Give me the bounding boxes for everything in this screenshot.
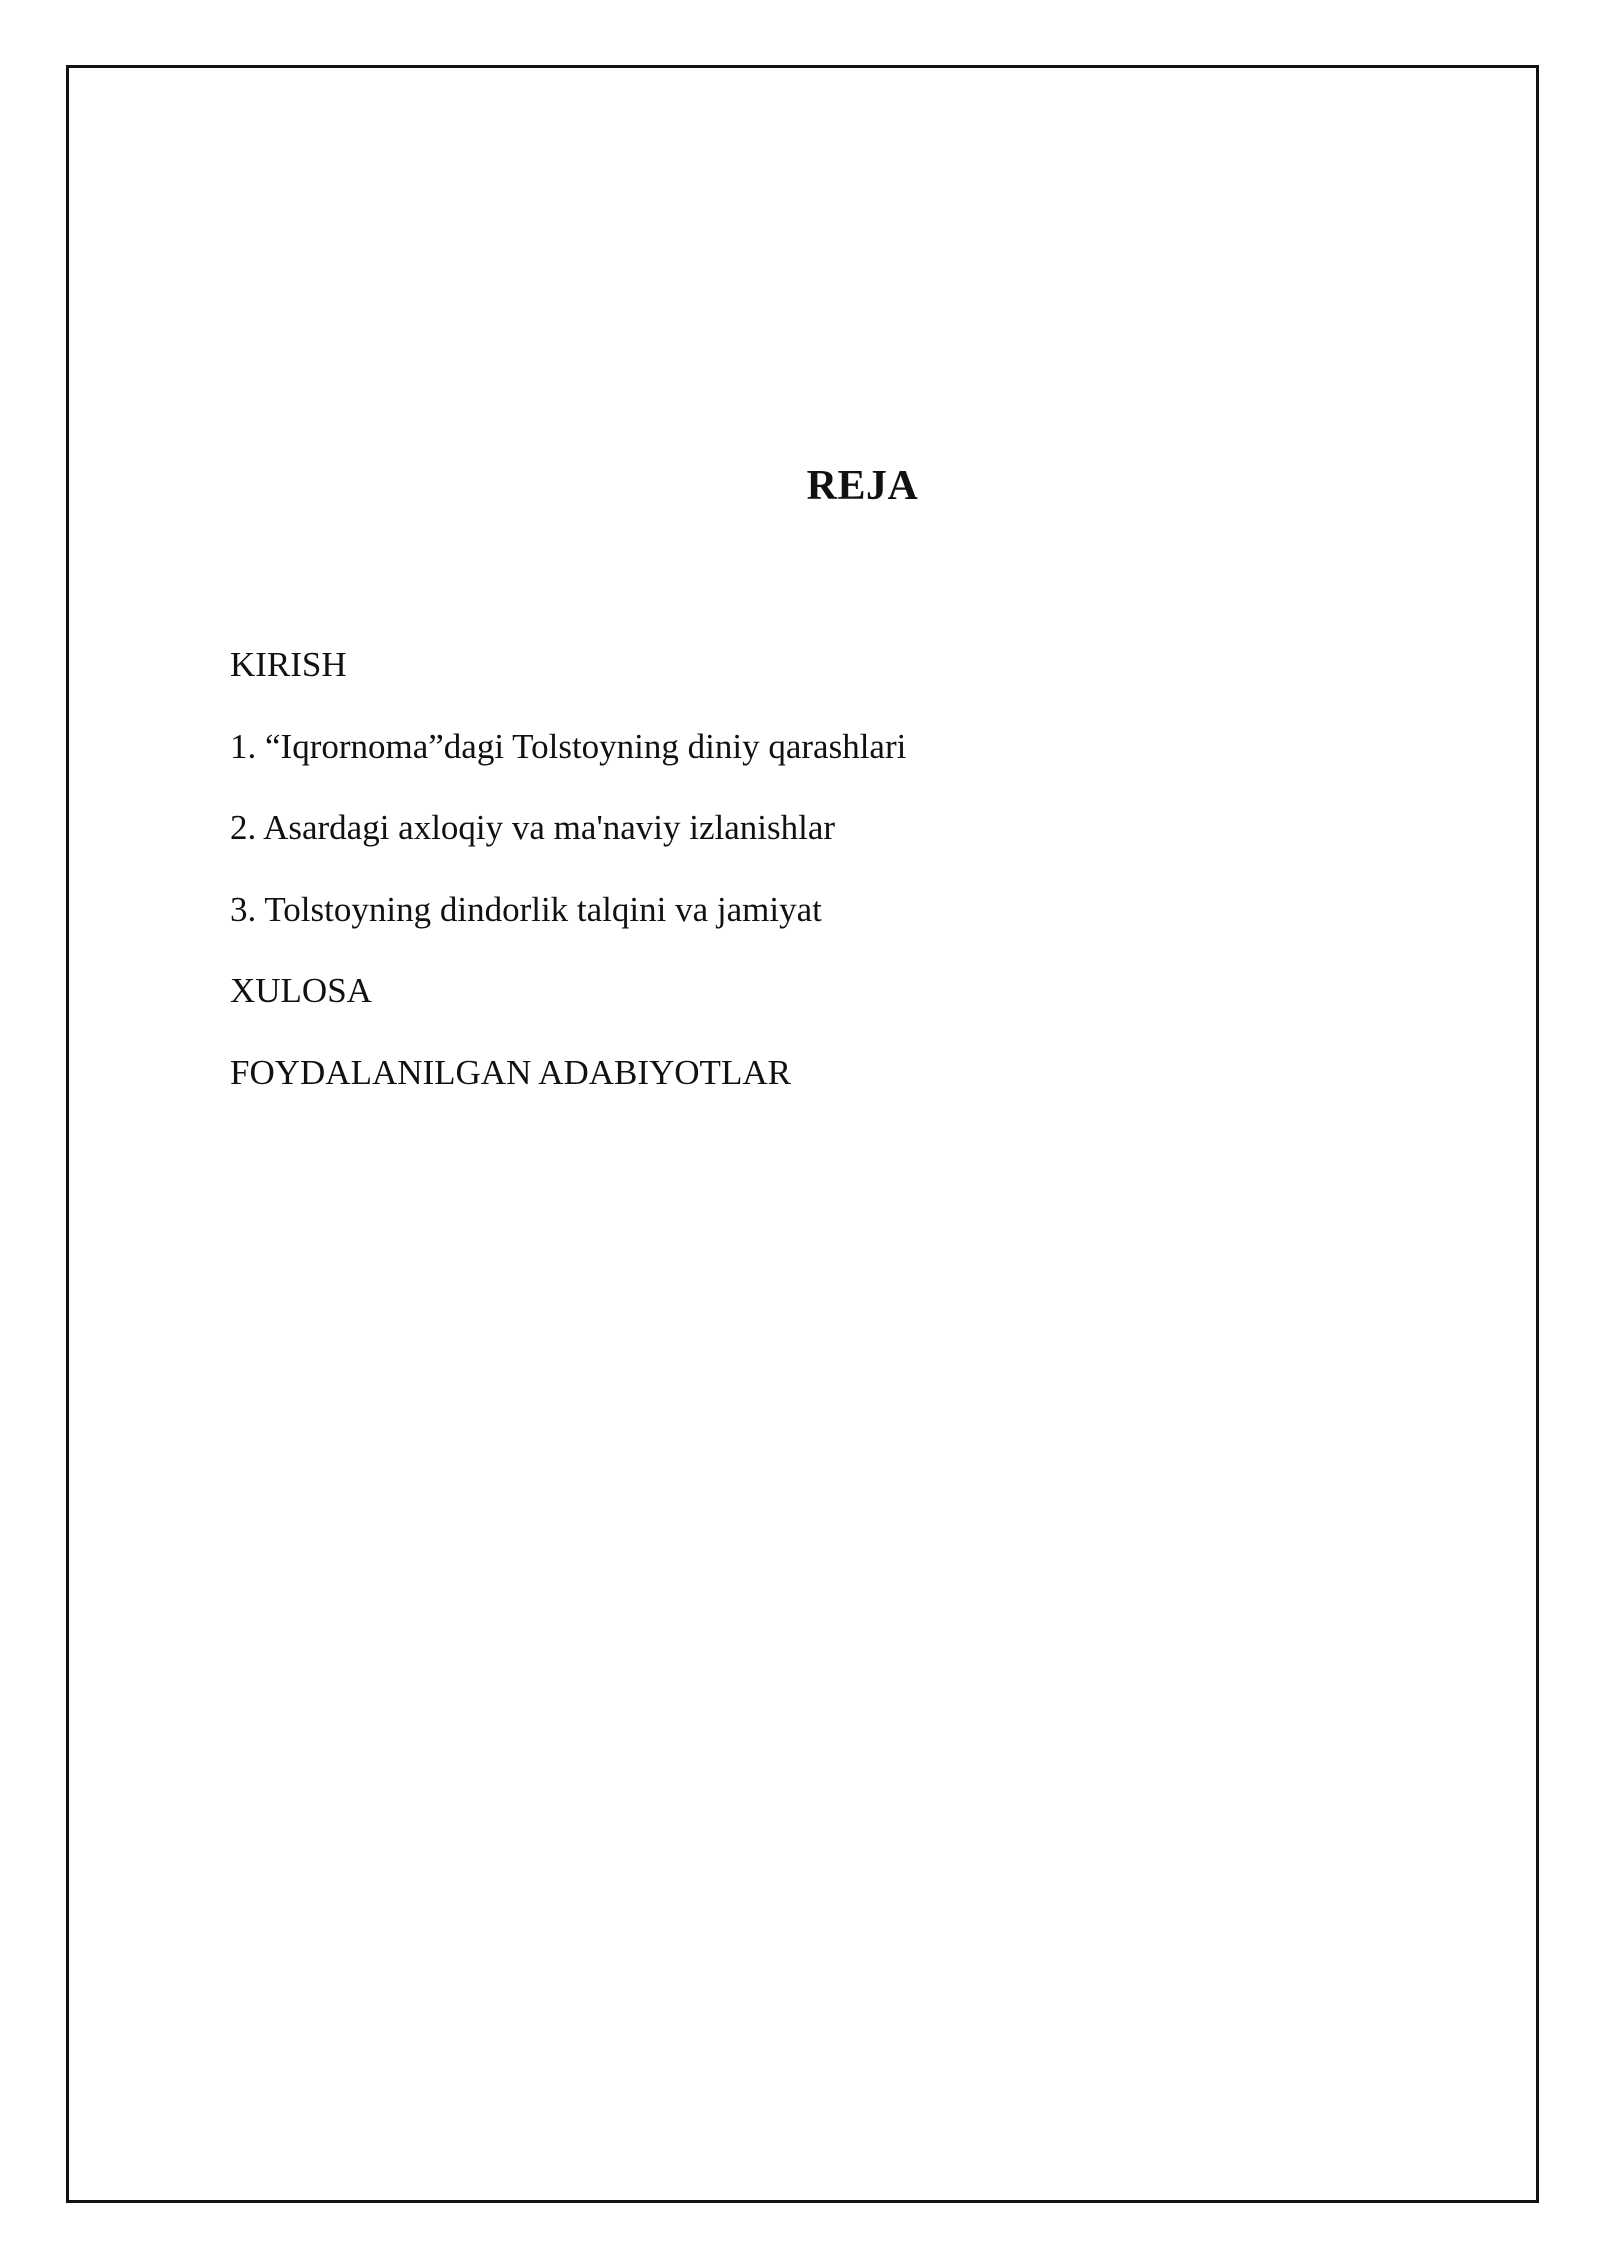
plan-item-chapter-1: 1. “Iqrornoma”dagi Tolstoyning diniy qarashlari (230, 726, 907, 766)
plan-item-conclusion: XULOSA (230, 971, 372, 1010)
plan-list (230, 640, 906, 1129)
page-title: REJA (806, 463, 919, 509)
plan-item-introduction: KIRISH (230, 645, 347, 684)
page-border (66, 65, 1539, 2203)
plan-item-chapter-3: 3. Tolstoyning dindorlik talqini va jamiyat (230, 889, 822, 929)
plan-item-references: FOYDALANILGAN ADABIYOTLAR (230, 1052, 791, 1092)
plan-item-chapter-2: 2. Asardagi axloqiy va ma'naviy izlanishlar (230, 808, 836, 847)
